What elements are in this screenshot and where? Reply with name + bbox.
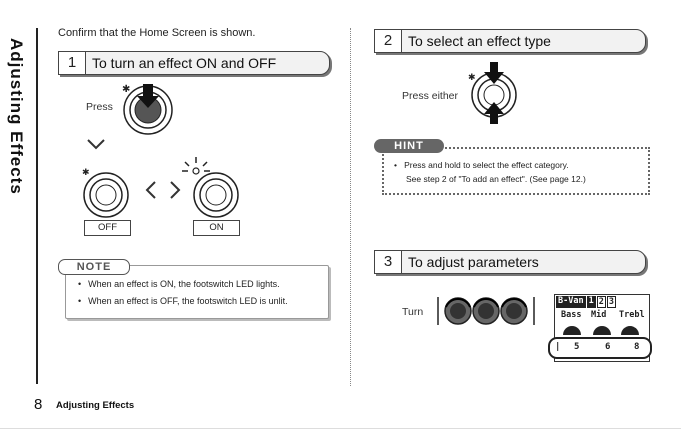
- footswitch-press-icon: [118, 80, 178, 136]
- hint-box: [382, 147, 650, 195]
- step-3-header: [374, 250, 646, 274]
- step-1-number: 1: [59, 52, 86, 74]
- off-label: OFF: [84, 220, 131, 236]
- step-3-title: To adjust parameters: [408, 254, 539, 270]
- lcd-page-3: 3: [608, 297, 614, 307]
- footer-title: Adjusting Effects: [56, 400, 135, 411]
- press-label: Press: [86, 101, 113, 113]
- lcd-value-mid: 6: [605, 342, 611, 352]
- lcd-values-highlight: | 5 6 8: [548, 337, 652, 359]
- footswitch-updown-icon: [464, 60, 524, 126]
- svg-text:✱: ✱: [82, 168, 90, 178]
- step-2-header: [374, 29, 646, 53]
- section-tab: [8, 30, 30, 360]
- hint-line-2: See step 2 of "To add an effect". (See page 12.): [406, 174, 586, 184]
- step-2-title: To select an effect type: [408, 33, 551, 49]
- turn-label: Turn: [402, 306, 424, 318]
- note-item: • When an effect is ON, the footswitch LED lights.: [78, 279, 288, 289]
- hint-line-1: • Press and hold to select the effect category.: [394, 160, 569, 170]
- svg-text:✱: ✱: [122, 84, 131, 95]
- toggle-arrows-icon: [145, 180, 181, 200]
- chevron-down-icon: [86, 138, 106, 150]
- section-rule: [36, 28, 38, 384]
- step-1-header: [58, 51, 330, 75]
- press-either-label: Press either: [402, 90, 459, 102]
- lcd-value-bass: 5: [574, 342, 580, 352]
- page-number: 8: [34, 396, 43, 413]
- lcd-param-mid: Mid: [591, 310, 607, 320]
- lcd-page-2: 2: [598, 297, 604, 307]
- lcd-effect-name: B-Van: [558, 296, 584, 306]
- footswitch-off-icon: [82, 163, 132, 219]
- step-1-title: To turn an effect ON and OFF: [92, 55, 277, 71]
- step-2-number: 2: [375, 30, 402, 52]
- footswitch-on-icon: [180, 155, 242, 219]
- svg-text:✱: ✱: [468, 73, 476, 83]
- step-3-number: 3: [375, 251, 402, 273]
- section-title: Adjusting Effects: [7, 38, 26, 195]
- note-tab: NOTE: [58, 259, 130, 275]
- lcd-knob-icons: [555, 321, 649, 337]
- page-bottom-rule: [0, 428, 681, 429]
- hint-tab: HINT: [374, 139, 444, 153]
- lcd-header: [556, 296, 616, 308]
- knobs-icon: [436, 295, 536, 327]
- intro-text: Confirm that the Home Screen is shown.: [58, 27, 256, 39]
- column-divider: [350, 28, 351, 386]
- lcd-page-1: 1: [588, 296, 594, 306]
- lcd-value-treble: 8: [634, 342, 640, 352]
- note-item: • When an effect is OFF, the footswitch LED is unlit.: [78, 296, 288, 306]
- on-label: ON: [193, 220, 240, 236]
- lcd-param-treble: Trebl: [619, 310, 645, 320]
- lcd-param-bass: Bass: [561, 310, 582, 320]
